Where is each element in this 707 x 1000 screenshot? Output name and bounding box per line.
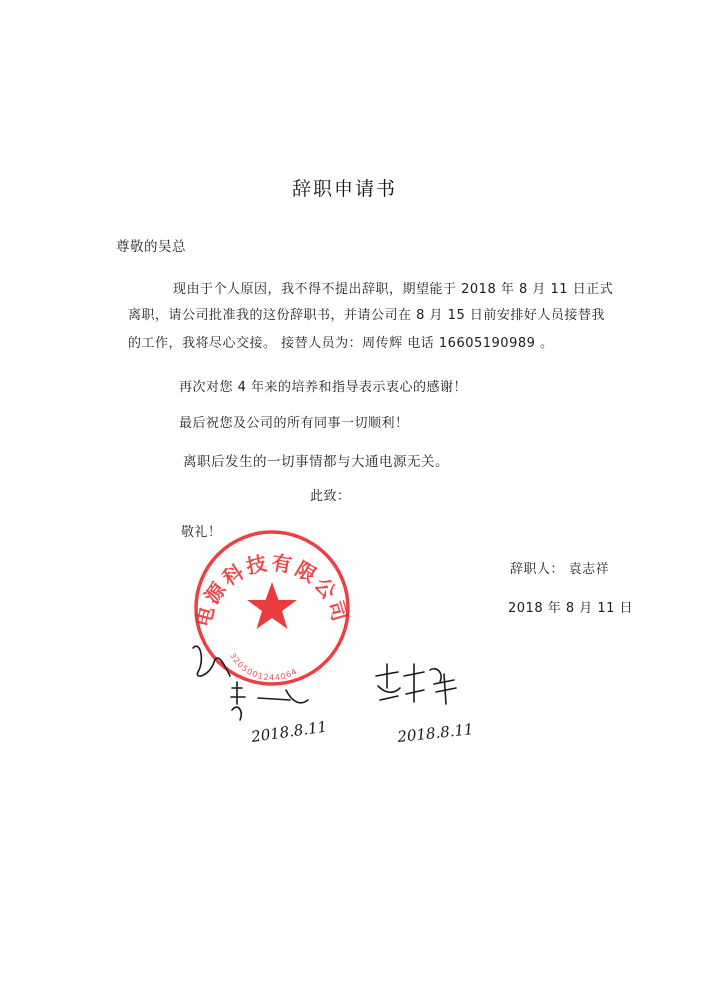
resigner-line: 辞职人： 袁志祥 — [510, 562, 610, 577]
closing-text: 此致： — [310, 489, 351, 504]
document-title: 辞职申请书 — [292, 178, 398, 200]
wishes-paragraph: 最后祝您及公司的所有同事一切顺利！ — [179, 416, 409, 431]
letter-date: 2018 年 8 月 11 日 — [508, 601, 634, 616]
salutation: 尊敬的吴总 — [116, 239, 186, 255]
seal-code-text: 3205001244064 — [227, 651, 300, 683]
handwritten-date-left: 2018.8.11 — [250, 717, 329, 746]
seal-star-icon — [247, 582, 297, 629]
disclaimer-paragraph: 离职后发生的一切事情都与大通电源无关。 — [183, 454, 449, 470]
body-line-2: 离职，请公司批准我的这份辞职书，并请公司在 8 月 15 日前安排好人员接替我 — [128, 308, 605, 323]
handwritten-signature-right — [376, 664, 456, 704]
handwritten-date-right: 2018.8.11 — [396, 720, 475, 746]
thanks-paragraph: 再次对您 4 年来的培养和指导表示衷心的感谢！ — [179, 380, 468, 395]
body-line-3: 的工作，我将尽心交接。 接替人员为：周传辉 电话 16605190989 。 — [128, 336, 554, 351]
seal-company-text: 电源科技有限公司 — [190, 550, 353, 630]
body-line-1: 现由于个人原因，我不得不提出辞职，期望能于 2018 年 8 月 11 日正式 — [173, 282, 614, 297]
regards-text: 敬礼！ — [181, 525, 222, 540]
